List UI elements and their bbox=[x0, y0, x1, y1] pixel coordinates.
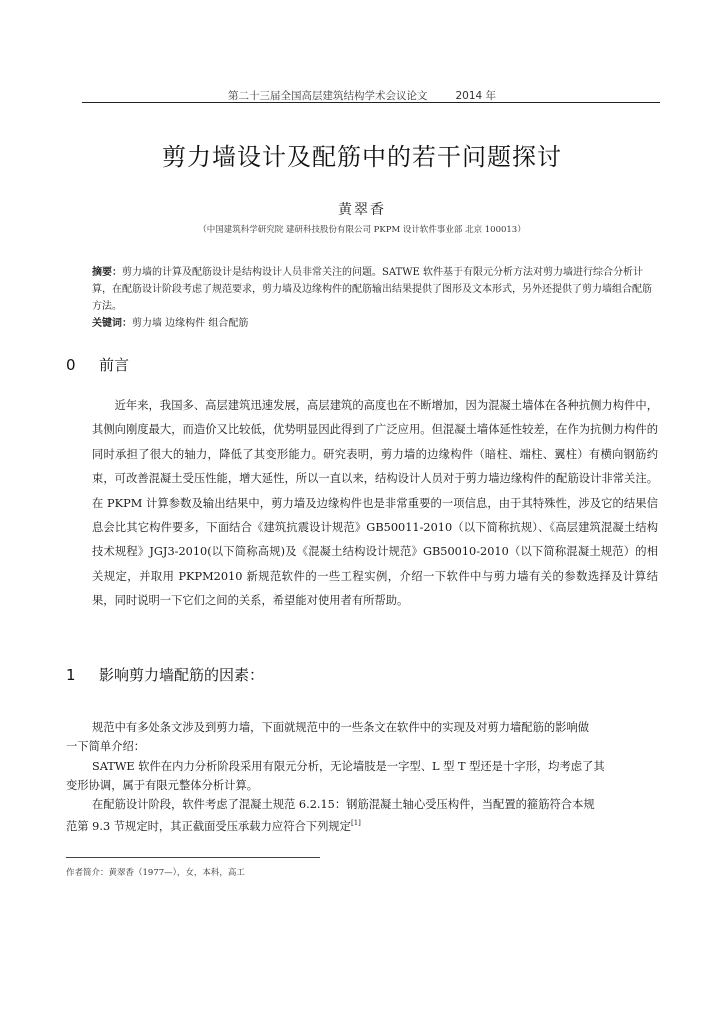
abstract-block bbox=[92, 264, 658, 332]
author-footnote: 作者简介：黄翠香（1977—），女，本科，高工 bbox=[66, 868, 245, 878]
section-1-paragraph bbox=[66, 795, 658, 836]
section-1-heading bbox=[66, 664, 264, 685]
section-0-heading bbox=[66, 354, 129, 375]
running-header bbox=[0, 88, 724, 103]
section-0-number: 0 bbox=[66, 356, 76, 374]
keywords-label: 关键词： bbox=[92, 318, 132, 329]
section-0-title: 前言 bbox=[99, 356, 130, 374]
section-1-paragraph bbox=[66, 718, 658, 757]
section-1-p3-line1: 在配筋设计阶段，软件考虑了混凝土规范 6.2.15：钢筋混凝土轴心受压构件，当配置的箍筋符合本规 bbox=[92, 798, 595, 812]
abstract-label: 摘要： bbox=[92, 267, 122, 278]
header-rule bbox=[82, 102, 660, 103]
section-1-p2-line2: 变形协调，属于有限元整体分析计算。 bbox=[66, 778, 259, 792]
section-1-paragraph bbox=[66, 757, 658, 796]
section-1-number: 1 bbox=[66, 666, 76, 684]
keywords-line bbox=[92, 315, 658, 332]
paper-title: 剪力墙设计及配筋中的若干问题探讨 bbox=[162, 143, 562, 171]
abstract-text: 剪力墙的计算及配筋设计是结构设计人员非常关注的问题。SATWE 软件基于有限元分析方法对剪力墙进行综合分析计算，在配筋设计阶段考虑了规范要求，剪力墙及边缘构件的配筋输出结果提供了图形及文本形式，另外还提供了剪力墙组合配筋方法。 bbox=[92, 267, 652, 312]
section-1-p1-line2: 一下简单介绍： bbox=[66, 740, 146, 754]
section-1-title: 影响剪力墙配筋的因素： bbox=[99, 666, 265, 684]
section-1-p1-line1: 规范中有多处条文涉及到剪力墙，下面就规范中的一些条文在软件中的实现及对剪力墙配筋的影响做 bbox=[92, 721, 590, 734]
section-1-p3-line2: 范第 9.3 节规定时，其正截面受压承载力应符合下列规定 bbox=[66, 820, 351, 834]
keywords-text: 剪力墙 边缘构件 组合配筋 bbox=[132, 318, 249, 329]
section-1-body bbox=[66, 718, 658, 837]
footnote-rule bbox=[66, 857, 320, 858]
conference-name: 第二十三届全国高层建筑结构学术会议论文 bbox=[227, 90, 428, 102]
citation-ref[interactable]: [1] bbox=[350, 819, 361, 828]
abstract-paragraph bbox=[92, 264, 658, 315]
section-0-body: 近年来，我国多、高层建筑迅速发展，高层建筑的高度也在不断增加，因为混凝土墙体在各种抗侧力构件中，其侧向刚度最大，而造价又比较低，优势明显因此得到了广泛应用。但混凝土墙体延性较差，在作为抗侧力构件的同时承担了很大的轴力，降低了其变形能力。研究表明，剪力墙的边缘构件（暗柱、端柱、翼柱）有横向钢筋约束，可改善混凝土受压性能，增大延性，所以一直以来，结构设计人员对于剪力墙边缘构件的配筋设计非常关注。在 PKPM 计算参数及输出结果中，剪力墙及边缘构件也是非常重要的一项信息，由于其特殊性，涉及它的结果信息会比其它构件要多，下面结合《建筑抗震设计规范》GB50011-2010（以下简称抗规）、《高层建筑混凝土结构技术规程》JGJ3-2010(以下简称高规)及《混凝土结构设计规范》GB50010-2010（以下简称混凝土规范）的相关规定，并取用 PKPM2010 新规范软件的一些工程实例，介绍一下软件中与剪力墙有关的参数选择及计算结果，同时说明一下它们之间的关系，希望能对使用者有所帮助。 bbox=[92, 399, 658, 608]
section-1-p2-line1: SATWE 软件在内力分析阶段采用有限元分析，无论墙肢是一字型、L 型 T 型还是十字形，均考虑了其 bbox=[92, 759, 605, 773]
header-year: 2014 年 bbox=[455, 90, 497, 102]
author-affiliation: （中国建筑科学研究院 建研科技股份有限公司 PKPM 设计软件事业部 北京 100013） bbox=[198, 225, 526, 235]
author-name: 黄翠香 bbox=[338, 202, 386, 218]
